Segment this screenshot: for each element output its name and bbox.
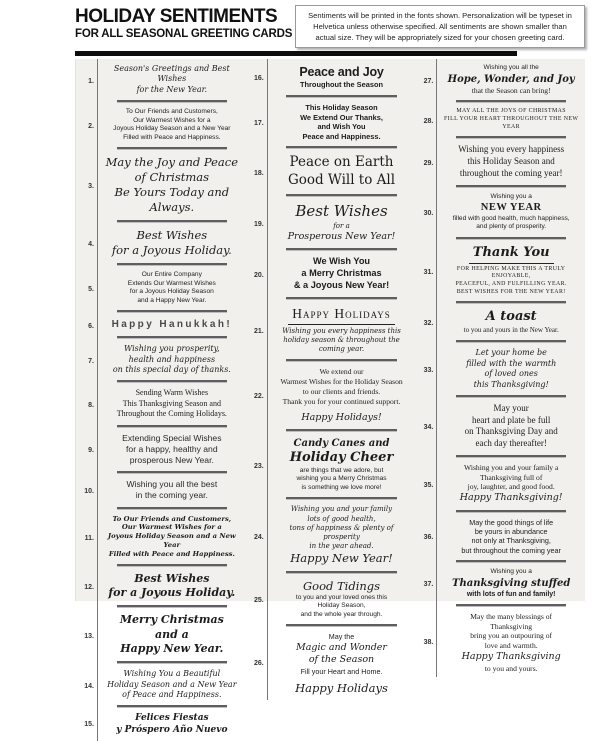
sentiment-item [246,98,416,150]
sentiment-text [436,513,585,563]
page-header [75,5,585,48]
sentiment-line: Wishing You a Beautiful [123,669,221,679]
sentiment-line: Peace and Joy [299,65,384,79]
sentiment-text [267,149,416,197]
sentiment-line: May the good things of life [469,517,554,527]
sentiment-item [415,398,585,458]
item-number: 2. [88,123,94,131]
sentiment-line: and plenty of prosperity. [476,223,547,231]
sentiment-text [97,339,246,383]
sentiment-text [97,567,246,609]
sentiment-lines [101,228,243,262]
sentiment-lines [440,309,582,339]
item-number: 20. [253,272,264,280]
sentiment-item [76,223,246,266]
sentiment-line: Hope, Wonder, and Joy [447,73,575,85]
sentiment-line: Wishing you all the best [126,479,218,490]
item-number: 12. [84,583,94,591]
sentiment-line: joy, laughter, and good food. [467,482,555,492]
sentiment-text [97,474,246,509]
sentiment-line: May your [493,402,529,413]
sentiment-line: Extending Special Wishes [122,432,222,443]
sentiment-item [76,383,246,427]
sentiment-item [415,304,585,343]
sentiment-item [415,607,585,678]
sentiment-line: Wishing you prosperity, [124,344,220,354]
sentiment-line: Wishing you a [490,192,532,200]
sentiment-line: for a Joyous Holiday. [108,585,236,599]
sentiment-line: of Peace and Happiness. [122,689,222,699]
sentiment-lines [440,144,582,183]
sentiment-item [76,266,246,313]
sentiment-item [246,59,416,98]
sentiment-text [267,98,416,150]
item-number: 35. [423,481,434,489]
sentiment-line: that the Season can bring! [471,85,551,95]
sentiment-item [76,103,246,150]
sentiment-text [436,458,585,513]
sentiment-line: Let your home be [475,348,547,358]
sentiment-text [436,607,585,678]
item-number: 5. [88,286,94,294]
sentiment-text [97,150,246,223]
item-number: 10. [84,488,94,496]
sentiment-line: Felices Fiestas [135,713,209,724]
sentiment-lines [101,108,243,146]
sentiment-lines [101,344,243,379]
sentiment-lines [101,572,243,605]
sentiment-line: PEACEFUL, AND FULFILLING YEAR. [455,281,567,288]
sentiment-line: holiday season & throughout the coming year. [283,335,400,353]
sentiment-line: Candy Canes and [293,437,390,449]
sentiment-item [415,139,585,187]
sentiment-line: and a Happy New Year. [137,296,207,304]
item-number: 17. [253,120,264,128]
item-number: 8. [88,402,94,410]
sentiment-line: Good Will to All [287,171,396,188]
sentiment-lines [440,108,582,135]
sentiment-text [97,608,246,664]
sentiment-lines [101,433,243,471]
sentiment-lines [271,256,413,296]
sentiment-lines [271,632,413,699]
sentiment-item [415,59,585,103]
sentiment-text [267,627,416,699]
sentiment-line: We Wish You [312,256,371,267]
sentiment-text [97,103,246,150]
sentiment-line: Filled with Peace and Happiness. [108,549,235,558]
item-number: 36. [423,534,434,542]
sentiment-item [246,197,416,251]
sentiment-text [436,188,585,240]
item-number: 14. [84,682,94,690]
sentiment-line: for a Joyous Holiday. [111,243,232,258]
sentiment-lines [101,515,243,563]
sentiment-line: Happy Holidays [295,680,388,695]
sentiment-item [76,474,246,509]
item-number: 3. [88,183,94,191]
item-number: 9. [88,447,94,455]
sentiment-line: Sending Warm Wishes [135,388,209,398]
sentiment-lines [271,64,413,94]
sentiment-line: but throughout the coming year [461,545,561,555]
sentiment-line: for a happy, healthy and [126,443,218,454]
sentiment-text [97,223,246,266]
sentiment-line: This Thanksgiving Season and [122,398,221,408]
sentiment-line: Best Wishes [295,202,388,221]
sentiment-line: MAY ALL THE JOYS OF CHRISTMAS [456,108,566,115]
sentiment-line: Joyous Holiday Season and a New Year [113,125,231,133]
item-number: 32. [423,320,434,328]
sentiment-line: Happy New Year. [120,641,224,655]
sentiment-line: Prosperous New Year! [287,231,396,243]
sentiment-line: Extends Our Warmest Wishes [127,279,216,287]
sentiment-line: May the [328,632,355,642]
sentiment-grid [75,59,585,735]
sentiment-line: for the New Year. [136,84,208,94]
sentiment-line: in the year ahead. [309,541,374,550]
item-number: 13. [84,632,94,640]
sentiment-line: Happy Holidays [288,305,395,325]
sentiment-item [246,149,416,197]
sentiment-lines [440,612,582,678]
sentiment-line: May the Joy and Peace [105,155,239,170]
sentiment-line: are things that we adore, but [299,466,384,474]
sentiment-line: Merry Christmas [119,613,224,627]
item-number: 37. [423,581,434,589]
sentiment-line: is something we love more! [301,483,382,491]
sentiment-line: lots of good health, [307,514,376,523]
sentiment-line: Best Wishes [136,228,208,243]
sentiment-item [76,708,246,740]
sentiment-item [246,251,416,300]
sentiment-lines [101,318,243,335]
sentiment-item [246,627,416,699]
sentiment-item [415,240,585,305]
sentiment-line: Our Entire Company [141,271,202,279]
sentiment-line: wishing you a Merry Christmas [296,475,387,483]
item-number: 33. [423,367,434,375]
sentiment-line: Wishing you every happiness this [282,326,401,335]
sentiment-line: in the coming year. [135,490,208,501]
sentiment-item [415,188,585,240]
sentiment-item [76,567,246,609]
sentiment-line: To Our Friends and Customers, [112,514,232,523]
sentiment-item [76,608,246,664]
sentiment-line: Warmest Wishes for the Holiday Season [280,376,403,386]
sentiment-item [76,339,246,383]
sentiment-item [246,574,416,628]
sentiment-line: Magic and Wonder [296,641,387,653]
sentiment-line: FILL YOUR HEART THROUGHOUT THE NEW YEAR [444,116,579,130]
page-subtitle: FOR ALL SEASONAL GREETING CARDS [75,27,293,40]
sentiment-lines [101,64,243,99]
sentiment-item [76,313,246,339]
sentiment-line: y Próspero Año Nuevo [116,724,228,735]
sentiment-line: Thank You [469,245,554,264]
sentiment-line: Wishing you all the [483,64,539,71]
sentiment-lines [271,579,413,624]
sentiment-lines [101,613,243,660]
sentiment-lines [101,155,243,219]
sentiment-lines [440,568,582,603]
sentiment-line: be yours in abundance [474,526,548,536]
sentiment-lines [271,154,413,193]
sentiment-line: Holiday Season and a New Year [107,679,237,689]
sentiment-text [436,563,585,607]
sentiment-item [76,428,246,475]
sentiment-text [436,240,585,305]
sentiment-line: Thank you for your continued support. [282,396,401,406]
sentiment-line: to you and your loved ones this [295,593,388,601]
sentiment-line: health and happiness [128,354,216,364]
sentiment-line: this Holiday Season and [467,156,555,167]
sentiment-line: Joyous Holiday Season and a New Year [107,532,236,549]
sentiment-line: and Wish You [317,122,366,132]
header-rule [75,51,517,56]
sentiment-text [267,432,416,501]
sentiment-line: Our Warmest Wishes for a [121,523,222,532]
sentiment-line: Thanksgiving [490,621,533,631]
sentiment-line: filled with good health, much happiness, [452,214,570,222]
item-number: 11. [84,534,94,542]
sentiment-text [436,59,585,103]
sentiment-line: love and warmth. [484,641,538,651]
sentiment-lines [271,367,413,428]
sentiment-line: A toast [485,309,537,325]
sentiment-line: for a [333,221,350,230]
sentiment-line: This Holiday Season [305,102,378,112]
sentiment-text [267,300,416,362]
sentiment-line: bring you an outpouring of [470,631,553,641]
sentiment-lines [271,305,413,358]
item-number: 18. [253,169,264,177]
sentiment-lines [440,403,582,454]
sentiment-line: Thanksgiving stuffed [452,577,571,589]
sentiment-text [267,574,416,628]
sentiment-line: Our Warmest Wishes for a [133,116,211,124]
sentiment-line: Throughout the Season [300,80,383,90]
item-number: 7. [88,357,94,365]
item-number: 28. [423,117,434,125]
sentiment-item [76,510,246,567]
sentiment-line: each day thereafter! [475,438,547,449]
sentiment-line: We extend our [319,367,364,377]
sentiment-line: to you and yours. [484,663,538,673]
sentiment-line: Happy Thanksgiving [461,651,561,663]
sentiment-line: Wishing you and your family a [463,462,559,472]
sentiment-line: Happy Hanukkah! [111,319,233,331]
item-number: 23. [253,462,264,470]
sentiment-lines [440,245,582,301]
sentiment-item [76,664,246,708]
title-block [75,5,293,40]
sentiment-line: Peace and Happiness. [302,131,381,141]
sentiment-column-3 [415,59,585,673]
sentiment-line: Happy Thanksgiving! [459,492,563,504]
sentiment-lines [101,271,243,309]
sentiment-text [97,266,246,313]
sentiment-line: Happy Holidays! [301,411,382,423]
sentiment-line: Throughout the Coming Holidays. [116,409,227,419]
sentiment-text [97,313,246,339]
sentiment-item [246,500,416,573]
item-number: 25. [253,597,264,605]
sentiment-line: tons of happiness & plenty of prosperity [289,523,394,541]
sentiment-text [267,500,416,573]
item-number: 38. [423,638,434,646]
item-number: 16. [253,74,264,82]
sentiment-line: for a Joyous Holiday Season [129,288,214,296]
sentiment-line: of Christmas [134,170,210,185]
sentiment-text [97,664,246,708]
sentiment-line: on this special day of thanks. [112,365,231,375]
sentiment-line: Holiday Cheer [289,449,394,465]
sentiment-text [97,383,246,427]
sentiment-line: We Extend Our Thanks, [300,112,383,122]
sentiment-text [267,362,416,432]
sentiment-line: Good Tidings [302,578,381,593]
sentiment-line: and a [154,627,189,641]
sentiment-text [97,428,246,475]
sentiment-line: FOR HELPING MAKE THIS A TRULY ENJOYABLE, [456,265,566,280]
item-number: 1. [88,77,94,85]
sentiment-line: To Our Friends and Customers, [125,108,218,116]
sentiment-line: BEST WISHES FOR THE NEW YEAR! [456,288,566,295]
sentiment-line: not only at Thanksgiving, [471,536,551,546]
sentiment-text [97,708,246,740]
sentiment-line: heart and plate be full [471,414,551,425]
sentiment-line: Happy New Year! [290,550,393,565]
sentiment-text [436,103,585,139]
sentiment-text [97,59,246,103]
item-number: 15. [84,720,94,728]
sentiment-lines [271,505,413,569]
sentiment-lines [101,479,243,505]
sentiment-line: this Thanksgiving! [473,379,549,389]
sentiment-text [436,139,585,187]
sentiment-line: Wishing you and your family [290,505,393,514]
sentiment-lines [440,348,582,394]
sentiment-line: Thanksgiving full of [479,472,543,482]
sentiment-text [436,304,585,343]
sentiment-text [267,59,416,98]
item-number: 31. [423,268,434,276]
item-number: 22. [253,393,264,401]
sentiment-line: Season's Greetings and Best Wishes [113,64,230,84]
sentiment-line: with lots of fun and family! [466,590,556,598]
sentiment-text [436,398,585,458]
item-number: 29. [423,159,434,167]
sentiment-line: Filled with Peace and Happiness. [123,133,221,141]
sentiment-lines [271,437,413,497]
sentiment-line: Fill your Heart and Home. [300,666,383,676]
sentiment-lines [101,669,243,704]
sentiment-text [97,510,246,567]
sentiment-item [246,432,416,501]
item-number: 19. [253,220,264,228]
sentiment-lines [440,463,582,509]
sentiment-item [246,362,416,432]
sentiment-line: and the whole year through. [300,610,383,618]
item-number: 26. [253,660,264,668]
item-number: 30. [423,210,434,218]
item-number: 24. [253,533,264,541]
sentiment-line: Peace on Earth [289,154,394,171]
sentiment-line: to our clients and friends. [302,386,381,396]
sentiment-lines [101,388,243,423]
item-number: 21. [253,327,264,335]
sentiment-item [415,458,585,513]
sentiment-item [415,343,585,398]
sentiment-item [415,513,585,563]
sentiment-line: Wishing you a [490,568,532,576]
sentiment-line: a Merry Christmas [301,268,382,279]
sentiment-line: filled with the warmth [466,358,557,368]
sentiment-item [76,59,246,103]
sentiment-lines [440,193,582,236]
sentiment-line: prosperous New Year. [129,454,214,465]
sentiment-column-1 [76,59,246,735]
sentiment-item [76,150,246,223]
sentiment-line: May the many blessings of [470,611,553,621]
sentiment-lines [271,202,413,247]
sentiment-line: NEW YEAR [480,202,542,214]
sentiment-lines [440,64,582,99]
sentiment-lines [271,103,413,146]
sentiment-line: on Thanksgiving Day and [464,426,558,437]
sentiment-line: throughout the coming year! [459,167,563,178]
sentiment-line: Be Yours Today and Always. [114,185,230,215]
sentiment-text [436,343,585,398]
sentiment-item [246,300,416,362]
sentiment-line: Holiday Season, [317,602,366,610]
sentiment-column-2 [246,59,416,695]
item-number: 34. [423,424,434,432]
sentiment-item [415,103,585,139]
note-text: Sentiments will be printed in the fonts shown. Personalization will be typeset in Helvetica unless otherwise specified. All sentiments are shown smaller than actual size. They will be appropriately sized for your chosen greeting card. [308,11,572,42]
sentiment-text [267,197,416,251]
item-number: 4. [88,241,94,249]
sentiment-item [415,563,585,607]
sentiment-line: of the Season [308,654,375,666]
sentiment-line: & a Joyous New Year! [293,280,390,291]
item-number: 27. [423,77,434,85]
sentiment-line: Wishing you every happiness [458,144,565,155]
item-number: 6. [88,322,94,330]
note-box [295,5,585,48]
sentiment-lines [101,713,243,740]
sentiment-text [267,251,416,300]
page-title: HOLIDAY SENTIMENTS [75,6,278,27]
sentiment-line: Best Wishes [134,571,210,585]
sentiment-lines [440,518,582,559]
sentiment-line: to you and yours in the New Year. [463,326,559,335]
sentiment-line: of loved ones [484,369,538,379]
